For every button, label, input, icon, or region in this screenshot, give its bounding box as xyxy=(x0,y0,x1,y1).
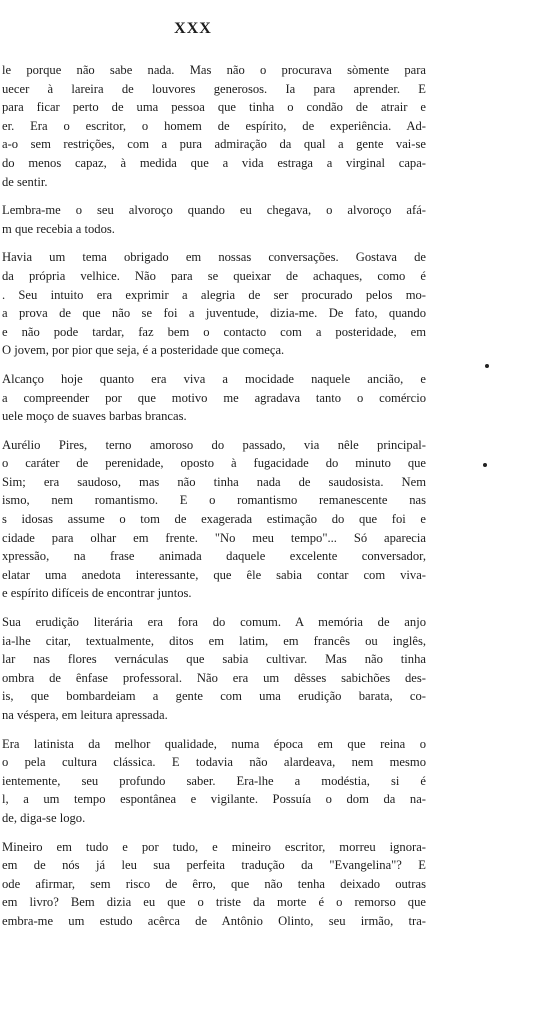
text-line: s idosas assume o tom de exagerada estimação do que foi e xyxy=(2,512,426,527)
paragraph-2 xyxy=(2,201,426,238)
paragraph-6 xyxy=(2,613,426,725)
text-line: ia-lhe citar, textualmente, ditos em latim, em francês ou inglês, xyxy=(2,633,426,648)
paragraph-7 xyxy=(2,735,426,828)
text-line: Era latinista da melhor qualidade, numa época em que reina o xyxy=(2,736,426,751)
text-line: ientemente, seu profundo saber. Era-lhe a modéstia, si é xyxy=(2,773,426,788)
ink-speck xyxy=(483,463,487,467)
text-line: le porque não sabe nada. Mas não o procurava sòmente para xyxy=(2,63,426,77)
paragraph-8 xyxy=(2,838,426,931)
text-line: Alcanço hoje quanto era viva a mocidade naquele ancião, e xyxy=(2,371,426,386)
text-line: ismo, nem romantismo. E o romantismo remanescente nas xyxy=(2,493,426,508)
text-line: Sim; era saudoso, mas não tinha nada de saudosista. Nem xyxy=(2,474,426,489)
text-line: O jovem, por pior que seja, é a posteridade que começa. xyxy=(2,343,285,358)
text-line: ode afirmar, sem risco de êrro, que não tenha deixado outras xyxy=(2,876,426,891)
text-line: e não pode tardar, faz bem o contacto com a posteridade, em xyxy=(2,324,426,339)
text-line: Sua erudição literária era fora do comum. A memória de anjo xyxy=(2,615,426,630)
text-line: cidade para olhar em frente. "No meu tempo"... Só aparecia xyxy=(2,530,426,545)
text-line: de, diga-se logo. xyxy=(2,810,86,825)
text-line: uecer à lareira de louvores generosos. Ia para aprender. E xyxy=(2,81,426,96)
paragraph-4 xyxy=(2,370,426,426)
text-line: em de nós já leu sua perfeita tradução da "Evangelina"? E xyxy=(2,858,426,873)
text-line: lar nas flores vernáculas que sabia cultivar. Mas não tinha xyxy=(2,652,426,667)
text-line: embra-me um estudo acêrca de Antônio Olinto, seu irmão, tra- xyxy=(2,913,426,928)
text-line: Havia um tema obrigado em nossas conversações. Gostava de xyxy=(2,250,426,265)
text-line: a-o sem restrições, com a pura admiração da qual a gente vai-se xyxy=(2,137,426,152)
text-line: em livro? Bem dizia eu que o triste da morte é o remorso que xyxy=(2,895,426,910)
text-line: m que recebia a todos. xyxy=(2,221,115,236)
text-line: o caráter de perenidade, oposto à fugacidade do minuto que xyxy=(2,456,426,471)
ink-speck xyxy=(485,364,489,368)
text-line: ombra de ênfase professoral. Não era um dêsses sabichões des- xyxy=(2,670,426,685)
paragraph-1 xyxy=(2,61,426,191)
text-line: er. Era o escritor, o homem de espírito, de experiência. Ad- xyxy=(2,118,426,133)
page-number: XXX xyxy=(174,20,212,37)
text-line: para ficar perto de uma pessoa que tinha o condão de atrair e xyxy=(2,100,426,115)
text-line: da própria velhice. Não para se queixar de achaques, como é xyxy=(2,268,426,283)
text-line: . Seu intuito era exprimir a alegria de ser procurado pelos mo- xyxy=(2,287,426,302)
text-line: l, a um tempo espontânea e vigilante. Possuía o dom da na- xyxy=(2,792,426,807)
text-line: do menos capaz, à medida que a vida estraga a virginal capa- xyxy=(2,155,426,170)
text-line: a compreender por que motivo me agradava tanto o comércio xyxy=(2,390,426,405)
text-line: a prova de que não se foi a juventude, dizia-me. De fato, quando xyxy=(2,306,426,321)
paragraph-5 xyxy=(2,436,426,603)
text-line: is, que bombardeiam a gente com uma erudição barata, co- xyxy=(2,689,426,704)
text-line: Mineiro em tudo e por tudo, e mineiro escritor, morreu ignora- xyxy=(2,839,426,854)
text-line: na véspera, em leitura apressada. xyxy=(2,708,168,722)
paragraph-3 xyxy=(2,248,426,360)
text-line: de sentir. xyxy=(2,174,48,189)
text-line: elatar uma anedota interessante, que êle sabia contar com viva- xyxy=(2,567,426,582)
text-line: o pela cultura clássica. E todavia não alardeava, nem mesmo xyxy=(2,755,426,770)
text-line: Aurélio Pires, terno amoroso do passado, via nêle principal- xyxy=(2,437,426,452)
text-line: Lembra-me o seu alvoroço quando eu chegava, o alvoroço afá- xyxy=(2,203,426,218)
body-text xyxy=(2,61,426,931)
text-line: e espírito difíceis de encontrar juntos. xyxy=(2,586,192,601)
text-line: uele moço de suaves barbas brancas. xyxy=(2,409,187,424)
text-line: xpressão, na frase animada daquele excelente conversador, xyxy=(2,549,426,564)
